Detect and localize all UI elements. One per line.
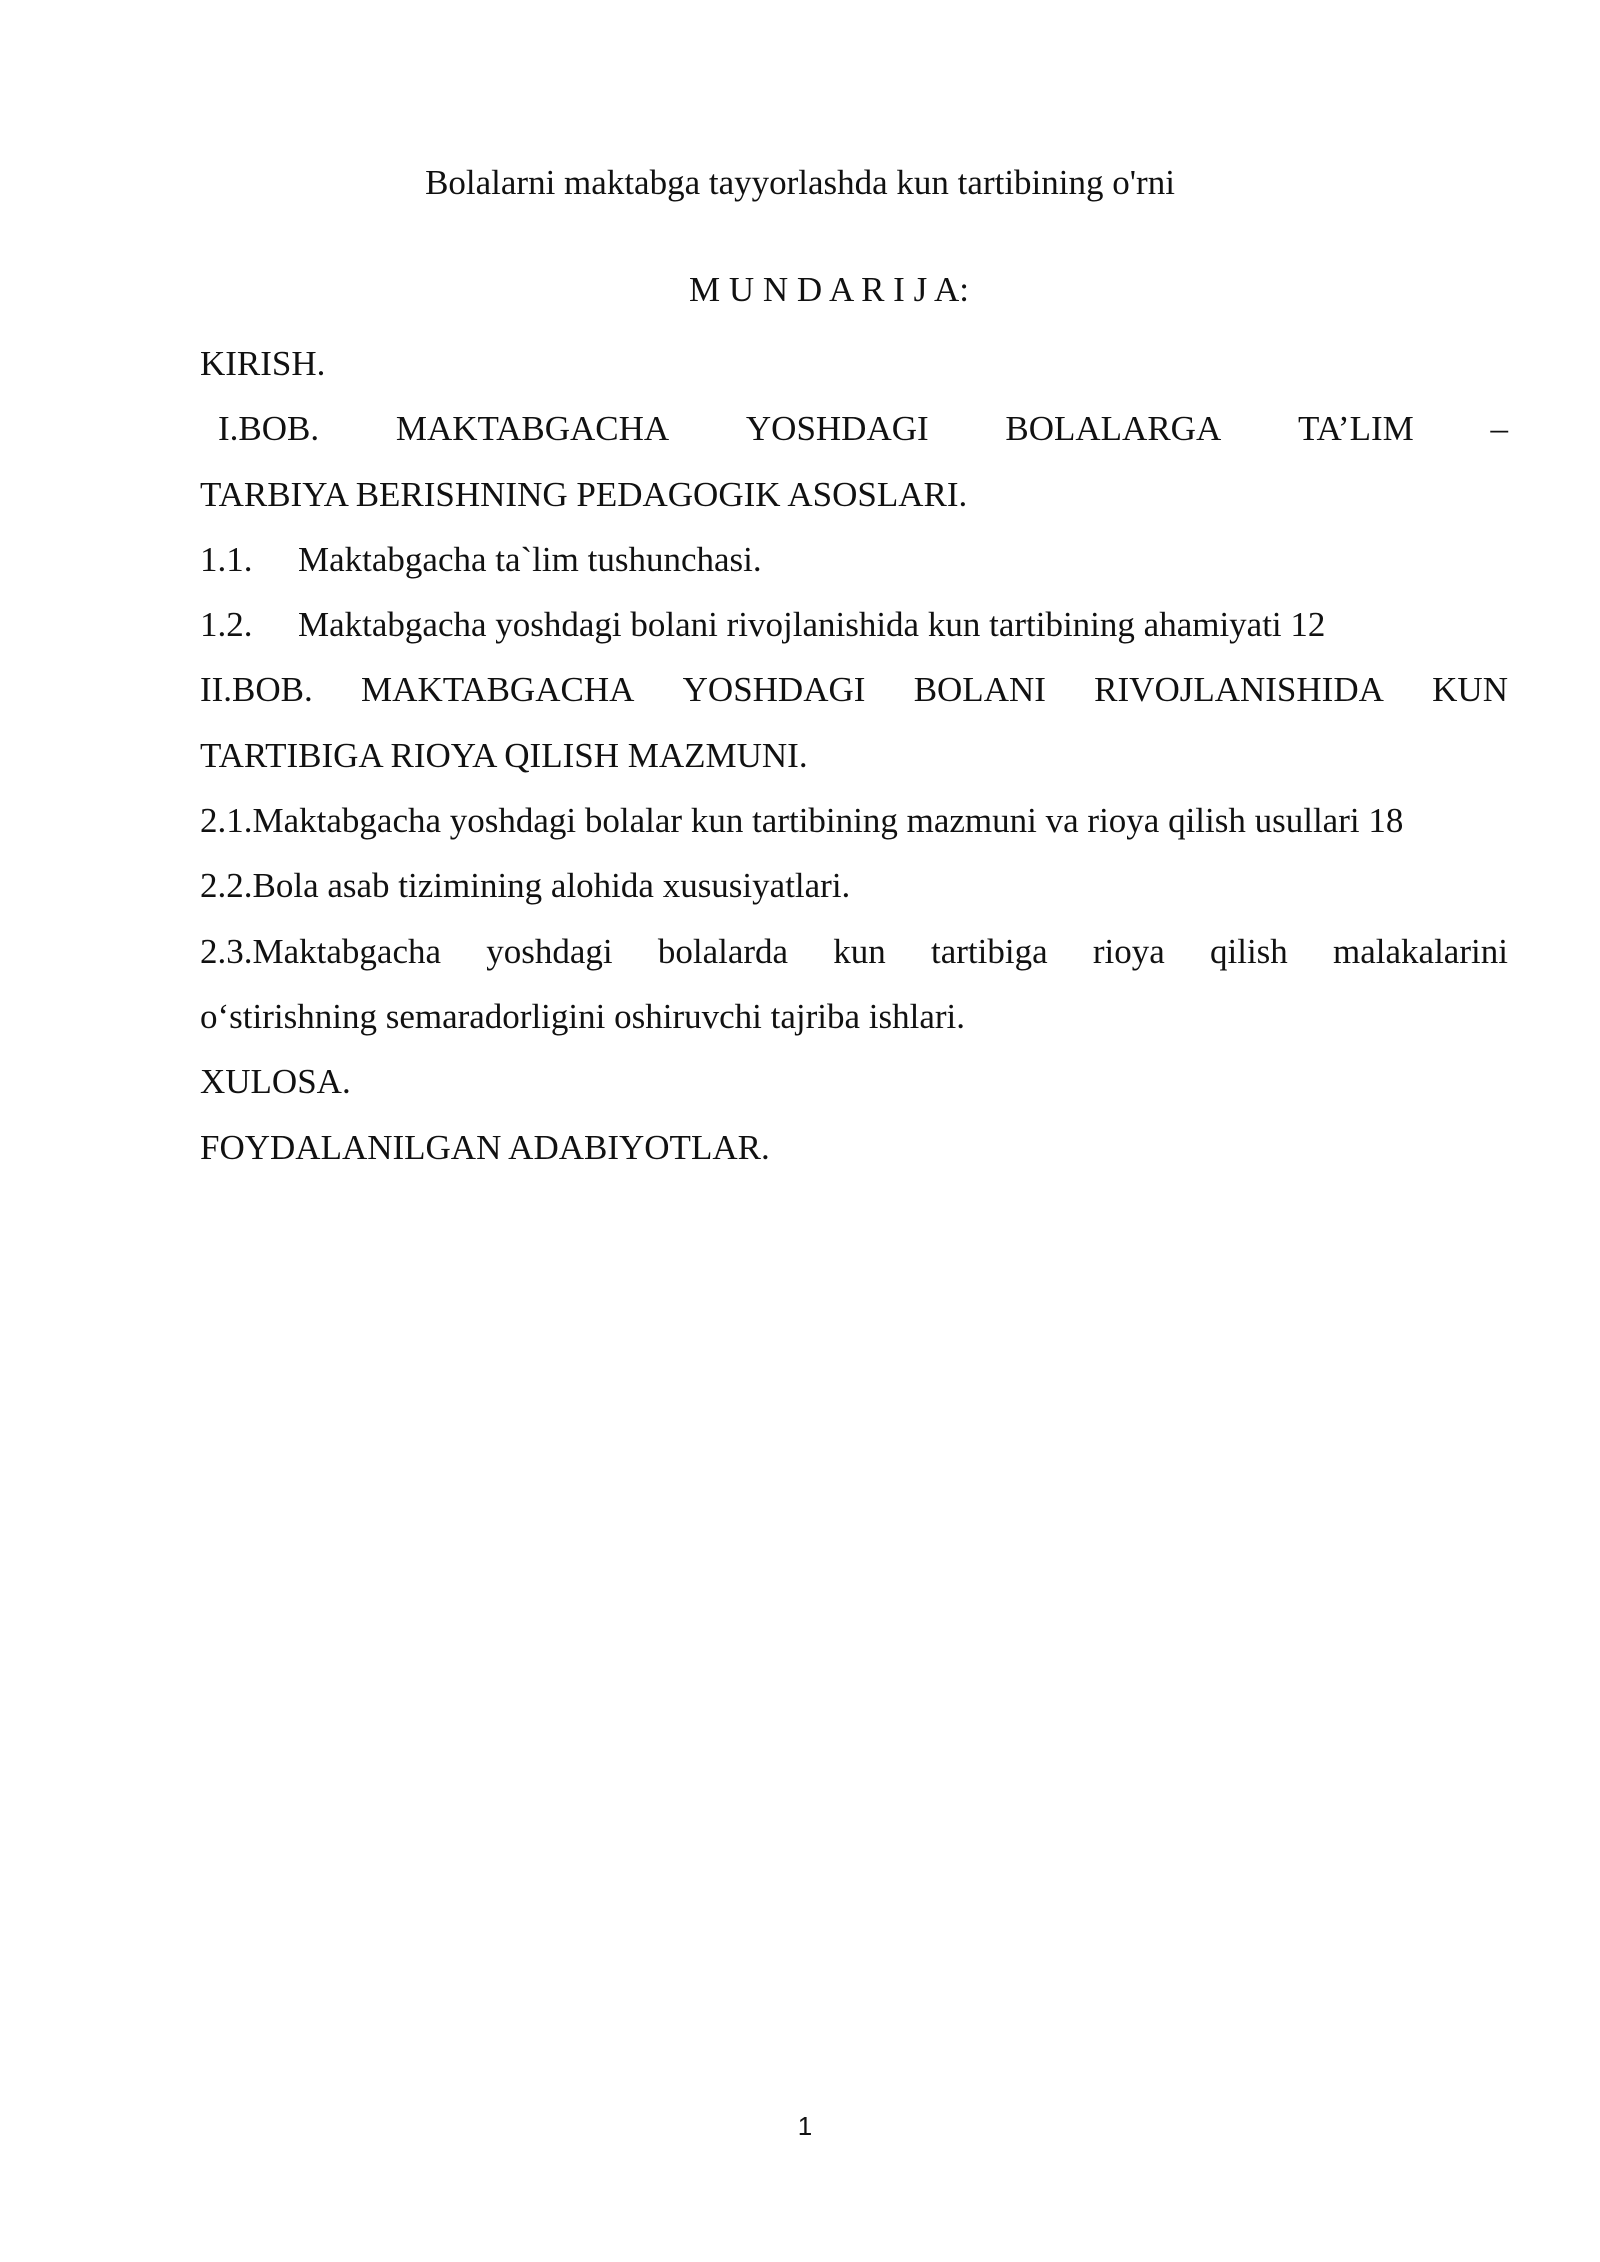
toc-entry-chapter2-line2: TARTIBIGA RIOYA QILISH MAZMUNI.: [200, 735, 808, 775]
toc-entry-section-1-1: [200, 527, 1508, 592]
toc-word: TA’LIM: [1297, 409, 1414, 449]
toc-word: rioya: [1092, 931, 1165, 971]
section-title: Maktabgacha yoshdagi bolani rivojlanishida kun tartibining ahamiyati 12: [298, 605, 1326, 645]
table-of-contents: [200, 331, 1508, 1180]
toc-word: BOLANI: [913, 670, 1046, 710]
toc-word: yoshdagi: [486, 931, 613, 971]
page-number: 1: [797, 2111, 813, 2141]
toc-word: kun: [833, 931, 886, 971]
toc-entry-section-1-2: [200, 592, 1508, 657]
toc-entry-section-2-3-line2: o‘stirishning semaradorligini oshiruvchi tajriba ishlari.: [200, 996, 965, 1036]
section-number: 1.2.: [200, 605, 253, 645]
toc-entry-section-2-1: 2.1.Maktabgacha yoshdagi bolalar kun tartibining mazmuni va rioya qilish usullari 18: [200, 801, 1404, 841]
toc-word: 2.3.Maktabgacha: [200, 931, 442, 971]
toc-entry-intro: KIRISH.: [200, 344, 326, 383]
toc-word: malakalarini: [1333, 931, 1508, 971]
toc-word: II.BOB.: [200, 670, 313, 710]
section-number: 1.1.: [200, 539, 253, 579]
toc-word: RIVOJLANISHIDA: [1094, 670, 1384, 710]
toc-word: KUN: [1432, 670, 1508, 710]
toc-word: YOSHDAGI: [682, 670, 866, 710]
toc-entry-chapter1-line2: TARBIYA BERISHNING PEDAGOGIK ASOSLARI.: [200, 474, 968, 514]
toc-entry-chapter2-line1: [200, 657, 1508, 722]
section-title: Maktabgacha ta`lim tushunchasi.: [298, 539, 762, 579]
toc-word: MAKTABGACHA: [395, 409, 670, 449]
document-title: Bolalarni maktabga tayyorlashda kun tartibining o'rni: [425, 163, 1175, 202]
toc-word: YOSHDAGI: [745, 409, 929, 449]
toc-entry-chapter1-line1: [200, 396, 1508, 461]
toc-heading: M U N D A R I J A:: [688, 270, 970, 309]
toc-entry-conclusion: XULOSA.: [200, 1062, 351, 1102]
toc-entry-references: FOYDALANILGAN ADABIYOTLAR.: [200, 1127, 770, 1167]
toc-word: –: [1490, 409, 1508, 449]
toc-word: bolalarda: [657, 931, 789, 971]
toc-word: tartibiga: [931, 931, 1048, 971]
toc-entry-section-2-3-line1: [200, 919, 1508, 984]
toc-word: I.BOB.: [218, 409, 320, 449]
toc-word: qilish: [1210, 931, 1288, 971]
toc-entry-section-2-2: 2.2.Bola asab tizimining alohida xususiyatlari.: [200, 866, 851, 906]
toc-word: MAKTABGACHA: [361, 670, 635, 710]
toc-word: BOLALARGA: [1005, 409, 1222, 449]
